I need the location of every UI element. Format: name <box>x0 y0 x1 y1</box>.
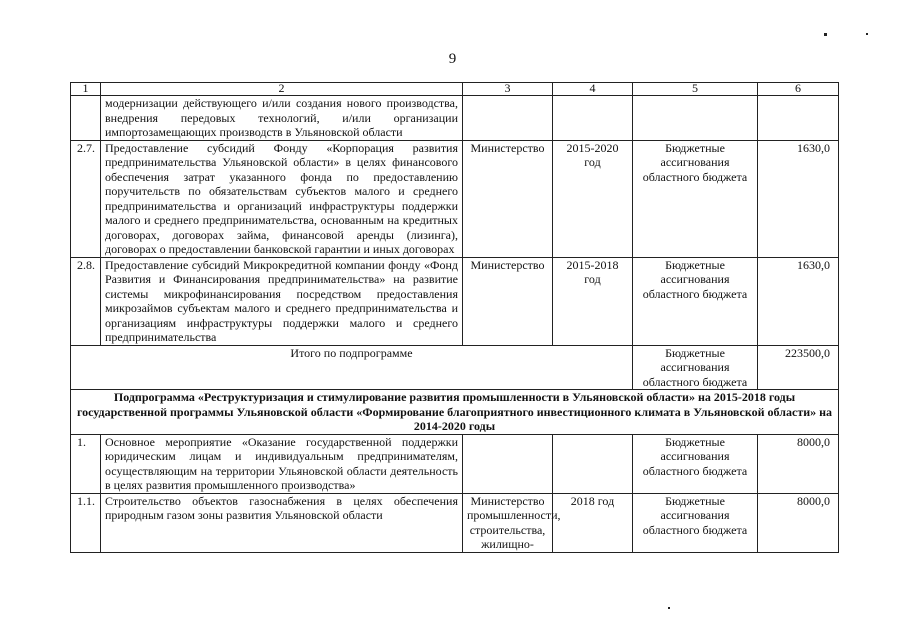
funding-source-cell: Бюджетные ассигнования областного бюджета <box>633 345 758 390</box>
period-cell: 2015-2020 год <box>553 140 633 257</box>
table-row <box>71 257 839 345</box>
table-row <box>71 434 839 493</box>
period-cell <box>553 96 633 141</box>
funding-source-cell: Бюджетные ассигнования областного бюджета <box>633 434 758 493</box>
total-row <box>71 345 839 390</box>
funding-source-cell: Бюджетные ассигнования областного бюджета <box>633 493 758 552</box>
table-row <box>71 140 839 257</box>
measure-text: Предоставление субсидий Фонду «Корпорация развития предпринимательства Ульяновской области» в целях финансового обеспечения затрат указанного фонда по предоставлению поручительств по обязательствам субъектов малого и среднего предпринимательства и организаций инфраструктуры поддержки малого и среднего предпринимательства, основанным на кредитных договорах, договорах займа, финансовой аренды (лизинга), договорах о предоставлении банковской гарантии и иных договорах <box>101 140 463 257</box>
row-number: 2.7. <box>71 140 101 257</box>
row-number: 1.1. <box>71 493 101 552</box>
row-number: 2.8. <box>71 257 101 345</box>
table-row <box>71 96 839 141</box>
period-cell <box>553 434 633 493</box>
measure-text: модернизации действующего и/или создания нового производства, внедрения передовых технологий, и/или организации импортозамещающих производств в Ульяновской области <box>101 96 463 141</box>
column-header: 4 <box>553 83 633 96</box>
executor-cell: Министерство промышленности, строительства, жилищно- <box>463 493 553 552</box>
amount-cell: 8000,0 <box>758 434 839 493</box>
measure-text: Строительство объектов газоснабжения в целях обеспечения природным газом зоны развития Ульяновской области <box>101 493 463 552</box>
measure-text: Предоставление субсидий Микрокредитной компании фонду «Фонд Развития и Финансирования предпринимательства» на развитие системы микрофинансирования посредством предоставления микрозаймов субъектам малого и среднего предпринимательства и организациям инфраструктуры поддержки малого и среднего предпринимательства <box>101 257 463 345</box>
amount-cell: 1630,0 <box>758 257 839 345</box>
amount-cell: 1630,0 <box>758 140 839 257</box>
subprogram-title: Подпрограмма «Реструктуризация и стимулирование развития промышленности в Ульяновской области» на 2015-2018 годы государственной программы Ульяновской области «Формирование благоприятного инвестиционного климата в Ульяновской области» на 2014-2020 годы <box>71 390 839 435</box>
program-table <box>70 82 839 553</box>
row-number <box>71 96 101 141</box>
measure-text: Основное мероприятие «Оказание государственной поддержки юридическим лицам и индивидуальным предпринимателям, осуществляющим на территории Ульяновской области деятельность в целях развития промышленного производства» <box>101 434 463 493</box>
total-amount: 223500,0 <box>758 345 839 390</box>
subprogram-heading-row <box>71 390 839 435</box>
period-cell: 2015-2018 год <box>553 257 633 345</box>
amount-cell: 8000,0 <box>758 493 839 552</box>
scan-speck <box>668 607 670 609</box>
column-header: 2 <box>101 83 463 96</box>
column-header: 1 <box>71 83 101 96</box>
executor-cell: Министерство <box>463 140 553 257</box>
total-label: Итого по подпрограмме <box>71 345 633 390</box>
scan-speck <box>866 33 868 35</box>
column-header: 6 <box>758 83 839 96</box>
table-row <box>71 493 839 552</box>
table-header-row <box>71 83 839 96</box>
scan-speck <box>824 33 827 36</box>
page-number: 9 <box>448 51 457 67</box>
funding-source-cell: Бюджетные ассигнования областного бюджета <box>633 140 758 257</box>
column-header: 3 <box>463 83 553 96</box>
executor-cell <box>463 96 553 141</box>
executor-cell <box>463 434 553 493</box>
funding-source-cell: Бюджетные ассигнования областного бюджета <box>633 257 758 345</box>
row-number: 1. <box>71 434 101 493</box>
period-cell: 2018 год <box>553 493 633 552</box>
column-header: 5 <box>633 83 758 96</box>
executor-cell: Министерство <box>463 257 553 345</box>
funding-source-cell <box>633 96 758 141</box>
amount-cell <box>758 96 839 141</box>
